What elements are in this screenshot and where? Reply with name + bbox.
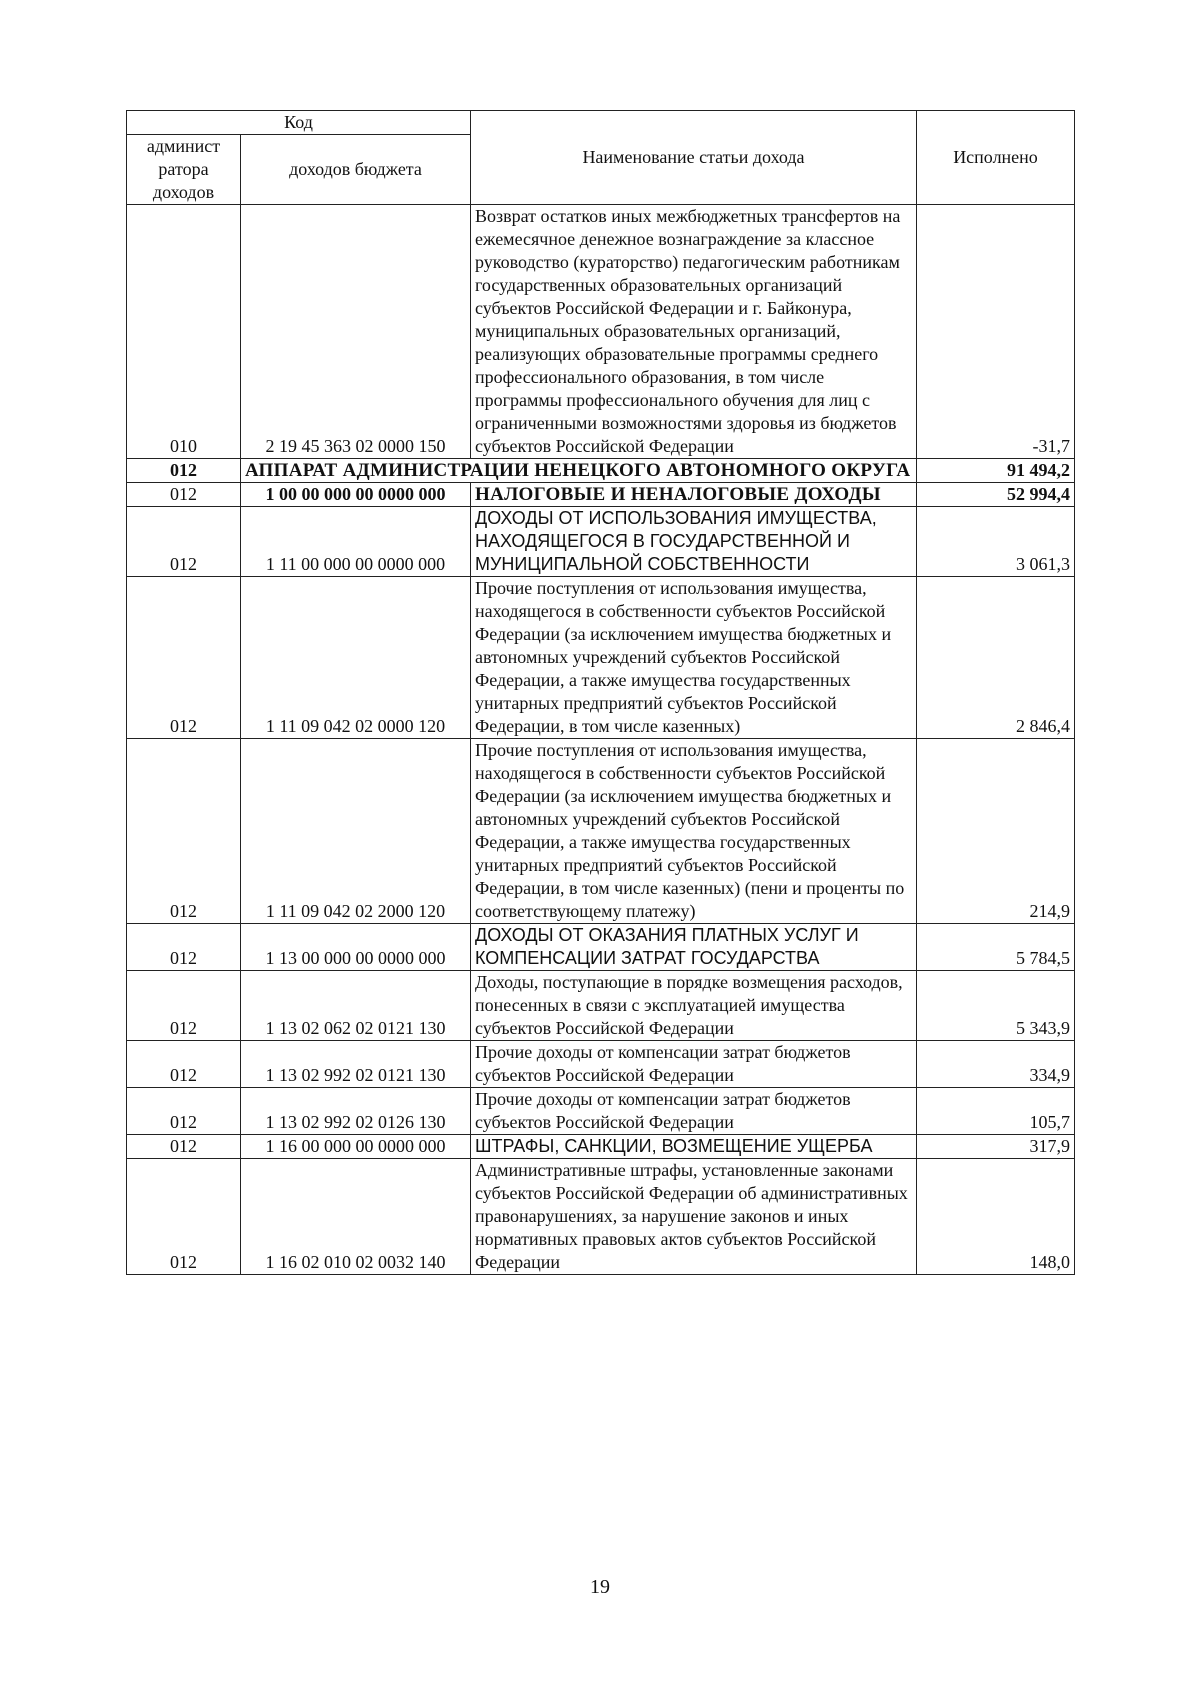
page-number: 19 (590, 1576, 610, 1598)
admin-code-cell: 012 (127, 507, 241, 577)
revenue-code-cell: 1 16 02 010 02 0032 140 (241, 1159, 471, 1275)
executed-amount-cell: 91 494,2 (917, 459, 1075, 483)
header-admin: админист ратора доходов (127, 135, 241, 205)
table-row (127, 1159, 1075, 1275)
executed-amount-cell: 5 784,5 (917, 924, 1075, 971)
executed-amount-cell: 5 343,9 (917, 971, 1075, 1041)
table-row (127, 1088, 1075, 1135)
revenue-code-cell: 1 11 00 000 00 0000 000 (241, 507, 471, 577)
revenue-code-cell: 1 13 02 992 02 0121 130 (241, 1041, 471, 1088)
admin-code-cell: 012 (127, 971, 241, 1041)
admin-code-cell: 012 (127, 1135, 241, 1159)
revenue-code-cell: 1 16 00 000 00 0000 000 (241, 1135, 471, 1159)
table-row (127, 459, 1075, 483)
revenue-name-cell: Прочие поступления от использования имущества, находящегося в собственности субъектов Российской Федерации (за исключением имущества бюджетных и автономных учреждений субъектов Российской Федерации, а также имущества государственных унитарных предприятий субъектов Российской Федерации, в том числе казенных) (471, 577, 917, 739)
executed-amount-cell: 148,0 (917, 1159, 1075, 1275)
table-row (127, 577, 1075, 739)
executed-amount-cell: -31,7 (917, 205, 1075, 459)
admin-code-cell: 012 (127, 459, 241, 483)
table-row (127, 1135, 1075, 1159)
revenue-name-cell: Прочие доходы от компенсации затрат бюджетов субъектов Российской Федерации (471, 1041, 917, 1088)
revenue-code-cell: 1 13 00 000 00 0000 000 (241, 924, 471, 971)
header-name: Наименование статьи дохода (471, 111, 917, 205)
executed-amount-cell: 317,9 (917, 1135, 1075, 1159)
admin-code-cell: 012 (127, 483, 241, 507)
revenue-code-cell: 1 13 02 992 02 0126 130 (241, 1088, 471, 1135)
revenue-name-cell: ШТРАФЫ, САНКЦИИ, ВОЗМЕЩЕНИЕ УЩЕРБА (471, 1135, 917, 1159)
revenue-code-cell: 1 11 09 042 02 2000 120 (241, 739, 471, 924)
admin-code-cell: 012 (127, 577, 241, 739)
table-row (127, 483, 1075, 507)
admin-code-cell: 010 (127, 205, 241, 459)
admin-code-cell: 012 (127, 1159, 241, 1275)
executed-amount-cell: 52 994,4 (917, 483, 1075, 507)
revenue-name-cell: Доходы, поступающие в порядке возмещения расходов, понесенных в связи с эксплуатацией имущества субъектов Российской Федерации (471, 971, 917, 1041)
table-row (127, 924, 1075, 971)
revenue-code-cell: 1 00 00 000 00 0000 000 (241, 483, 471, 507)
table-row (127, 739, 1075, 924)
header-done: Исполнено (917, 111, 1075, 205)
executed-amount-cell: 214,9 (917, 739, 1075, 924)
table-row (127, 1041, 1075, 1088)
revenue-table (126, 110, 1075, 1275)
revenue-code-cell: 2 19 45 363 02 0000 150 (241, 205, 471, 459)
executed-amount-cell: 105,7 (917, 1088, 1075, 1135)
table-row (127, 507, 1075, 577)
executed-amount-cell: 3 061,3 (917, 507, 1075, 577)
revenue-code-cell: 1 13 02 062 02 0121 130 (241, 971, 471, 1041)
revenue-name-cell: ДОХОДЫ ОТ ОКАЗАНИЯ ПЛАТНЫХ УСЛУГ И КОМПЕНСАЦИИ ЗАТРАТ ГОСУДАРСТВА (471, 924, 917, 971)
table-row (127, 971, 1075, 1041)
admin-code-cell: 012 (127, 1041, 241, 1088)
revenue-name-cell: АППАРАТ АДМИНИСТРАЦИИ НЕНЕЦКОГО АВТОНОМНОГО ОКРУГА (241, 459, 917, 483)
revenue-code-cell: 1 11 09 042 02 0000 120 (241, 577, 471, 739)
admin-code-cell: 012 (127, 1088, 241, 1135)
header-kod: Код (127, 111, 471, 135)
header-row-top (127, 111, 1075, 135)
revenue-name-cell: НАЛОГОВЫЕ И НЕНАЛОГОВЫЕ ДОХОДЫ (471, 483, 917, 507)
revenue-name-cell: Возврат остатков иных межбюджетных трансфертов на ежемесячное денежное вознаграждение за классное руководство (кураторство) педагогическим работникам государственных образовательных организаций субъектов Российской Федерации и г. Байконура, муниципальных образовательных организаций, реализующих образовательные программы среднего профессионального образования, в том числе программы профессионального обучения для лиц с ограниченными возможностями здоровья из бюджетов субъектов Российской Федерации (471, 205, 917, 459)
revenue-name-cell: Административные штрафы, установленные законами субъектов Российской Федерации об административных правонарушениях, за нарушение законов и иных нормативных правовых актов субъектов Российской Федерации (471, 1159, 917, 1275)
executed-amount-cell: 2 846,4 (917, 577, 1075, 739)
admin-code-cell: 012 (127, 924, 241, 971)
admin-code-cell: 012 (127, 739, 241, 924)
header-code: доходов бюджета (241, 135, 471, 205)
executed-amount-cell: 334,9 (917, 1041, 1075, 1088)
revenue-name-cell: ДОХОДЫ ОТ ИСПОЛЬЗОВАНИЯ ИМУЩЕСТВА, НАХОДЯЩЕГОСЯ В ГОСУДАРСТВЕННОЙ И МУНИЦИПАЛЬНОЙ СОБСТВЕННОСТИ (471, 507, 917, 577)
revenue-name-cell: Прочие доходы от компенсации затрат бюджетов субъектов Российской Федерации (471, 1088, 917, 1135)
revenue-name-cell: Прочие поступления от использования имущества, находящегося в собственности субъектов Российской Федерации (за исключением имущества бюджетных и автономных учреждений субъектов Российской Федерации, а также имущества государственных унитарных предприятий субъектов Российской Федерации, в том числе казенных) (пени и проценты по соответствующему платежу) (471, 739, 917, 924)
table-row (127, 205, 1075, 459)
